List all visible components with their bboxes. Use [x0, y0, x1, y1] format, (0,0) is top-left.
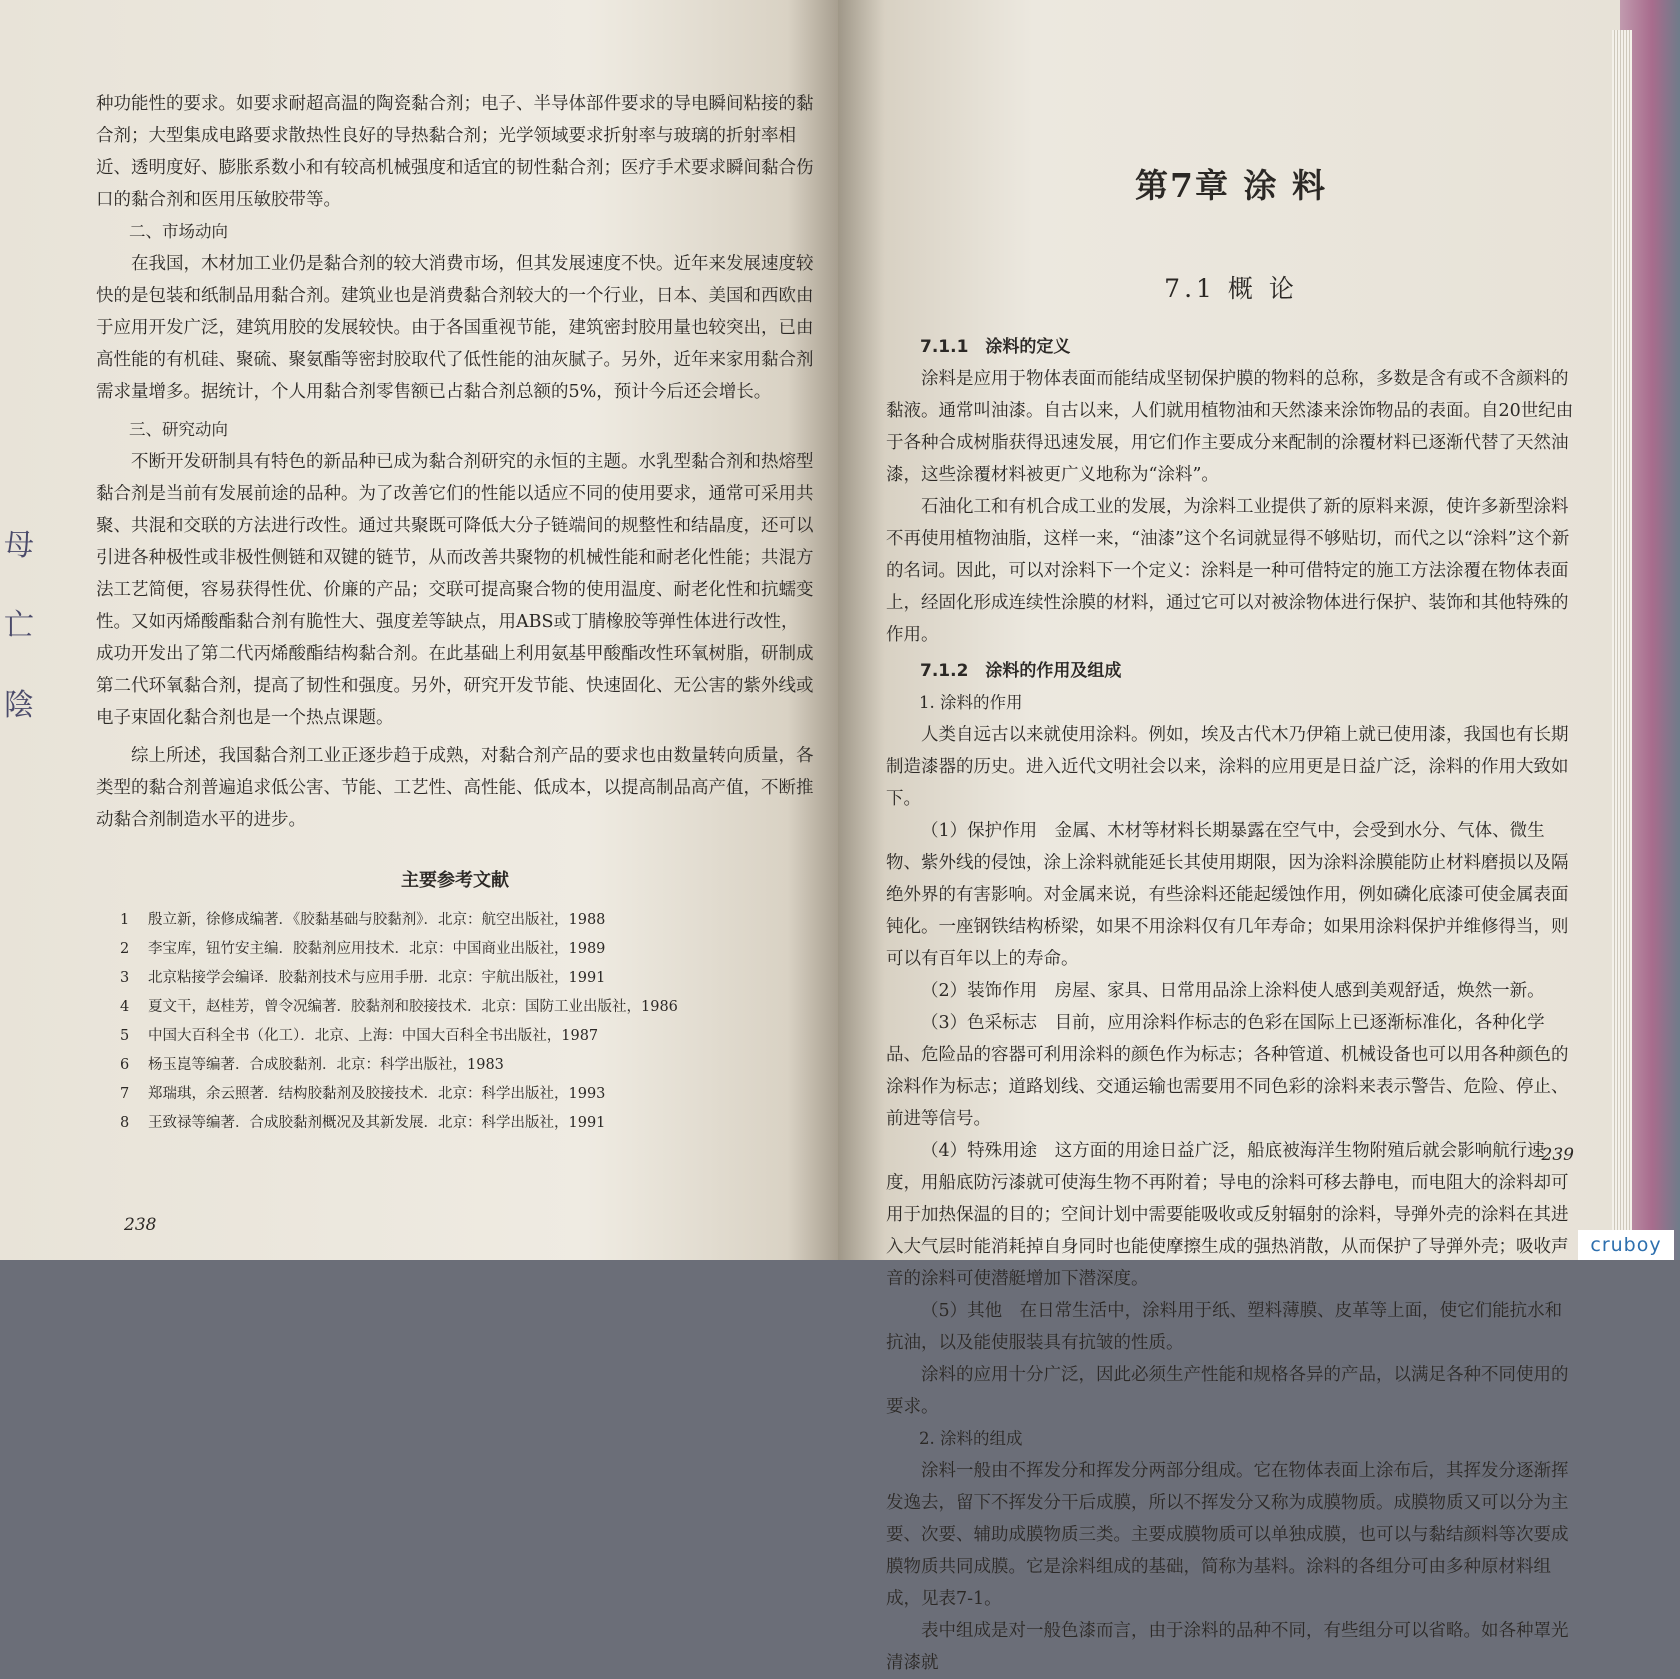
paragraph-wide: 涂料的应用十分广泛，因此必须生产性能和规格各异的产品，以满足各种不同使用的要求。: [886, 1365, 1569, 1417]
section-title: 7.1 概 论: [1164, 274, 1298, 303]
right-page: [838, 0, 1620, 1673]
paragraph-other: （5）其他 在日常生活中，涂料用于纸、塑料薄膜、皮革等上面，使它们能抗水和抗油，以及能使服装具有抗皱的性质。: [886, 1301, 1563, 1353]
subsection-function: 7.1.2 涂料的作用及组成: [920, 661, 1122, 681]
margin-handwriting: 亡: [4, 608, 34, 643]
paragraph-composition: 涂料一般由不挥发分和挥发分两部分组成。它在物体表面上涂布后，其挥发分逐渐挥发逸去，留下不挥发分干后成膜，所以不挥发分又称为成膜物质。成膜物质又可以分为主要、次要、辅助成膜物质三类。主要成膜物质可以单独成膜，也可以与黏结颜料等次要成膜物质共同成膜。它是涂料组成的基础，简称为基料。涂料的各组分可由多种原材料组成，见表7-1。: [886, 1461, 1569, 1609]
heading-research: 三、研究动向: [129, 420, 228, 439]
paragraph-decoration: （2）装饰作用 房屋、家具、日常用品涂上涂料使人感到美观舒适，焕然一新。: [921, 981, 1545, 1001]
paragraph-special: （4）特殊用途 这方面的用途日益广泛，船底被海洋生物附殖后就会影响航行速度，用船底防污漆就可使海生物不再附着；导电的涂料可移去静电，而电阻大的涂料却可用于加热保温的目的；空间计划中需要能吸收或反射辐射的涂料，导弹外壳的涂料在其进入大气层时能消耗掉自身同时也能使摩擦生成的强热消散，从而保护了导弹外壳；吸收声音的涂料可使潜艇增加下潜深度。: [886, 1141, 1569, 1289]
heading-market: 二、市场动向: [129, 222, 228, 241]
subsection-definition: 7.1.1 涂料的定义: [920, 337, 1071, 357]
watermark: cruboy: [1578, 1230, 1674, 1260]
page-number-left: 238: [124, 1215, 157, 1235]
paragraph-continuation: 种功能性的要求。如要求耐超高温的陶瓷黏合剂；电子、半导体部件要求的导电瞬间粘接的黏合剂；大型集成电路要求散热性良好的导热黏合剂；光学领域要求折射率与玻璃的折射率相近、透明度好、膨胀系数小和有较高机械强度和适宜的韧性黏合剂；医疗手术要求瞬间黏合伤口的黏合剂和医用压敏胶带等。: [96, 94, 814, 210]
paragraph-use: 人类自远古以来就使用涂料。例如，埃及古代木乃伊箱上就已使用漆，我国也有长期制造漆器的历史。进入近代文明社会以来，涂料的应用更是日益广泛，涂料的作用大致如下。: [886, 725, 1569, 809]
paragraph-research: 不断开发研制具有特色的新品种已成为黏合剂研究的永恒的主题。水乳型黏合剂和热熔型黏合剂是当前有发展前途的品种。为了改善它们的性能以适应不同的使用要求，通常可采用共聚、共混和交联的方法进行改性。通过共聚既可降低大分子链端间的规整性和结晶度，还可以引进各种极性或非极性侧链和双键的链节，从而改善共聚物的机械性能和耐老化性能；共混方法工艺简便，容易获得性优、价廉的产品；交联可提高聚合物的使用温度、耐老化性和抗蠕变性。又如丙烯酸酯黏合剂有脆性大、强度差等缺点，用ABS或丁腈橡胶等弹性体进行改性，成功开发出了第二代丙烯酸酯结构黏合剂。在此基础上利用氨基甲酸酯改性环氧树脂，研制成第二代环氧黏合剂，提高了韧性和强度。另外，研究开发节能、快速固化、无公害的紫外线或电子束固化黏合剂也是一个热点课题。: [96, 452, 814, 728]
reference-item: 5 中国大百科全书（化工）．北京、上海：中国大百科全书出版社，1987: [120, 1028, 599, 1044]
reference-item: 7 郑瑞琪，余云照著．结构胶黏剂及胶接技术．北京：科学出版社，1993: [120, 1086, 606, 1102]
references-list: [96, 906, 814, 1138]
reference-item: 6 杨玉崑等编著．合成胶黏剂．北京：科学出版社，1983: [120, 1057, 504, 1073]
references-title: 主要参考文献: [401, 870, 509, 891]
paragraph-market: 在我国，木材加工业仍是黏合剂的较大消费市场，但其发展速度不快。近年来发展速度较快的是包装和纸制品用黏合剂。建筑业也是消费黏合剂较大的一个行业，日本、美国和西欧由于应用开发广泛，建筑用胶的发展较快。由于各国重视节能，建筑密封胶用量也较突出，已由高性能的有机硅、聚硫、聚氨酯等密封胶取代了低性能的油灰腻子。另外，近年来家用黏合剂需求量增多。据统计，个人用黏合剂零售额已占黏合剂总额的5%，预计今后还会增长。: [96, 254, 814, 402]
paragraph-summary: 综上所述，我国黏合剂工业正逐步趋于成熟，对黏合剂产品的要求也由数量转向质量，各类型的黏合剂普遍追求低公害、节能、工艺性、高性能、低成本，以提高制品高产值，不断推动黏合剂制造水平的进步。: [96, 746, 814, 830]
page-number-right: 239: [1541, 1145, 1574, 1165]
chapter-title: 第7章 涂 料: [1135, 166, 1327, 205]
reference-item: 1 殷立新，徐修成编著．《胶黏基础与胶黏剂》．北京：航空出版社，1988: [120, 912, 606, 928]
left-page: [0, 0, 838, 1260]
heading-use: 1. 涂料的作用: [919, 693, 1023, 712]
page-edges: [1612, 30, 1632, 1240]
reference-item: 3 北京粘接学会编译．胶黏剂技术与应用手册．北京：宇航出版社，1991: [120, 970, 606, 986]
reference-item: 8 王致禄等编著．合成胶黏剂概况及其新发展．北京：科学出版社，1991: [120, 1115, 606, 1131]
margin-handwriting: 陰: [4, 688, 34, 723]
paragraph-definition-2: 石油化工和有机合成工业的发展，为涂料工业提供了新的原料来源，使许多新型涂料不再使用植物油脂，这样一来，“油漆”这个名词就显得不够贴切，而代之以“涂料”这个新的名词。因此，可以对涂料下一个定义：涂料是一种可借特定的施工方法涂覆在物体表面上，经固化形成连续性涂膜的材料，通过它可以对被涂物体进行保护、装饰和其他特殊的作用。: [886, 497, 1570, 645]
paragraph-color-mark: （3）色采标志 目前，应用涂料作标志的色彩在国际上已逐渐标准化，各种化学品、危险品的容器可利用涂料的颜色作为标志；各种管道、机械设备也可以用各种颜色的涂料作为标志；道路划线、交通运输也需要用不同色彩的涂料来表示警告、危险、停止、前进等信号。: [886, 1013, 1569, 1129]
reference-item: 4 夏文干，赵桂芳，曾令况编著．胶黏剂和胶接技术．北京：国防工业出版社，1986: [120, 999, 678, 1015]
reference-item: 2 李宝库，钮竹安主编．胶黏剂应用技术．北京：中国商业出版社，1989: [120, 941, 606, 957]
paragraph-table-note: 表中组成是对一般色漆而言，由于涂料的品种不同，有些组分可以省略。如各种罩光清漆就: [886, 1621, 1569, 1673]
margin-handwriting: 母: [4, 528, 34, 563]
paragraph-protect: （1）保护作用 金属、木材等材料长期暴露在空气中，会受到水分、气体、微生物、紫外线的侵蚀，涂上涂料就能延长其使用期限，因为涂料涂膜能防止材料磨损以及隔绝外界的有害影响。对金属来说，有些涂料还能起缓蚀作用，例如磷化底漆可使金属表面钝化。一座钢铁结构桥梁，如果不用涂料仅有几年寿命；如果用涂料保护并维修得当，则可以有百年以上的寿命。: [886, 821, 1569, 969]
heading-composition: 2. 涂料的组成: [919, 1429, 1023, 1448]
paragraph-definition: 涂料是应用于物体表面而能结成坚韧保护膜的物料的总称，多数是含有或不含颜料的黏液。通常叫油漆。自古以来，人们就用植物油和天然漆来涂饰物品的表面。自20世纪由于各种合成树脂获得迅速发展，用它们作主要成分来配制的涂覆材料已逐渐代替了天然油漆，这些涂覆材料被更广义地称为“涂料”。: [886, 369, 1574, 485]
